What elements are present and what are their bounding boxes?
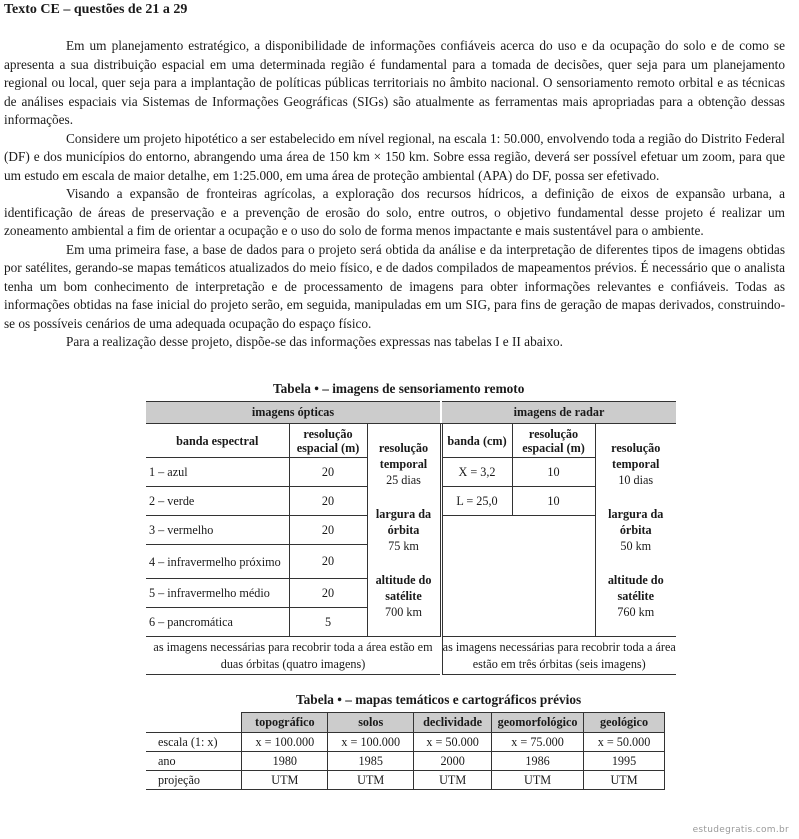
col-band-cm: banda (cm) [442,424,512,458]
col-geomorfologico: geomorfológico [492,713,584,733]
col-declividade: declividade [414,713,492,733]
radar-res-cell: 10 [512,458,595,487]
table-cell: 1985 [328,752,414,771]
table-cell: x = 50.000 [414,733,492,752]
radar-images-header: imagens de radar [442,402,676,424]
optical-band-row: 4 – infravermelho próximo [146,545,289,579]
radar-note: as imagens necessárias para recobrir toda a área estão em três órbitas (seis imagens) [442,637,676,675]
remote-sensing-table [146,401,676,675]
thematic-maps-table [146,712,665,790]
table-cell: UTM [492,771,584,790]
optical-band-row: 6 – pancromática [146,608,289,637]
watermark: estudegratis.com.br [692,825,789,835]
table-cell: 1986 [492,752,584,771]
table-cell: UTM [584,771,665,790]
table-cell: 1980 [242,752,328,771]
optical-band-row: 3 – vermelho [146,516,289,545]
radar-altitude-label: altitude do satélite [607,573,664,603]
table-cell: x = 75.000 [492,733,584,752]
optical-orbit-value: 75 km [388,539,419,553]
optical-temporal-value: 25 dias [386,473,421,487]
table-cell: UTM [242,771,328,790]
table-cell: UTM [328,771,414,790]
body-text [4,37,785,352]
paragraph-5: Para a realização desse projeto, dispõe-se das informações expressas nas tabelas I e II abaixo. [66,334,563,349]
optical-altitude-label: altitude do satélite [375,573,432,603]
col-solos: solos [328,713,414,733]
optical-orbit-label: largura da órbita [375,507,432,537]
optical-images-header: imagens ópticas [146,402,440,424]
table1-caption: Tabela • – imagens de sensoriamento remoto [273,381,525,396]
optical-res-cell: 20 [289,579,367,608]
table-cell: x = 50.000 [584,733,665,752]
paragraph-4: Em uma primeira fase, a base de dados para o projeto será obtida da análise e da interpretação de diferentes tipos de imagens obtidas por satélites, gerando-se mapas temáticos atualizados do meio físico, e de dados compilados de mapeamentos prévios. É necessário que o analista tenha um bom conhecimento de interpretação e de processamento de imagens para obter informações relevantes e confiáveis. Todas as informações obtidas na fase inicial do projeto serão, em seguida, manipuladas em um SIG, para fins de geração de mapas derivados, construindo-se os possíveis cenários de uma adequada ocupação do espaço físico. [4,241,785,331]
col-geologico: geológico [584,713,665,733]
col-topografico: topográfico [242,713,328,733]
optical-band-row: 5 – infravermelho médio [146,579,289,608]
row-label-ano: ano [146,752,242,771]
table-cell: x = 100.000 [328,733,414,752]
optical-altitude-value: 700 km [385,605,422,619]
table-cell: UTM [414,771,492,790]
optical-res-cell: 5 [289,608,367,637]
radar-orbit-value: 50 km [620,539,652,553]
radar-band-row: X = 3,2 [442,458,512,487]
optical-band-row: 2 – verde [146,487,289,516]
optical-res-cell: 20 [289,545,367,579]
optical-note: as imagens necessárias para recobrir toda a área estão em duas órbitas (quatro imagens) [146,637,440,675]
optical-res-cell: 20 [289,487,367,516]
radar-orbit-label: largura da órbita [608,507,664,537]
table-cell: 2000 [414,752,492,771]
radar-temporal-label: resolução temporal [611,441,661,471]
radar-res-cell: 10 [512,487,595,516]
col-spatial-res-radar: resolução espacial (m) [512,424,595,458]
table-cell: x = 100.000 [242,733,328,752]
table2-caption: Tabela • – mapas temáticos e cartográficos prévios [296,692,582,707]
row-label-projecao: projeção [146,771,242,790]
paragraph-3: Visando a expansão de fronteiras agrícolas, a exploração dos recursos hídricos, a definição de eixos de expansão urbana, a identificação de áreas de preservação e a prevenção de erosão do solo, entre outros, o objetivo fundamental desse projeto é realizar um zoneamento ambiental a fim de orientar a ocupação e o uso do solo de forma menos impactante e mais sustentável para o ambiente. [4,186,785,238]
row-label-escala: escala (1: x) [146,733,242,752]
radar-temporal-value: 10 dias [618,473,654,487]
optical-temporal-label: resolução temporal [378,441,429,471]
radar-band-row: L = 25,0 [442,487,512,516]
radar-specs [595,424,676,637]
radar-altitude-value: 760 km [617,605,655,619]
document-title: Texto CE – questões de 21 a 29 [4,2,188,17]
optical-specs [367,424,440,637]
col-spatial-res-optical: resolução espacial (m) [289,424,367,458]
paragraph-1: Em um planejamento estratégico, a disponibilidade de informações confiáveis acerca do uso e da ocupação do solo e de como se apresenta a sua distribuição espacial em uma determinada região é fundamental para a tomada de decisões, quer seja para um planejamento regional ou local, quer seja para a implantação de políticas públicas territoriais no âmbito nacional. O sensoriamento remoto orbital e as técnicas de análises espaciais via Sistemas de Informações Geográficas (SIGs) são atualmente as ferramentas mais apropriadas para a obtenção dessas informações. [4,38,785,127]
optical-band-row: 1 – azul [146,458,289,487]
paragraph-2: Considere um projeto hipotético a ser estabelecido em nível regional, na escala 1: 50.000, envolvendo toda a região do Distrito Federal (DF) e dos municípios do entorno, abrangendo uma área de 150 km × 150 km. Sobre essa região, deverá ser possível efetuar um zoom, para que um estudo em escala de maior detalhe, em 1:25.000, em uma área de proteção ambiental (APA) do DF, possa ser efetivado. [4,130,785,183]
col-band-spectral: banda espectral [146,424,289,458]
table-cell: 1995 [584,752,665,771]
optical-res-cell: 20 [289,516,367,545]
optical-res-cell: 20 [289,458,367,487]
